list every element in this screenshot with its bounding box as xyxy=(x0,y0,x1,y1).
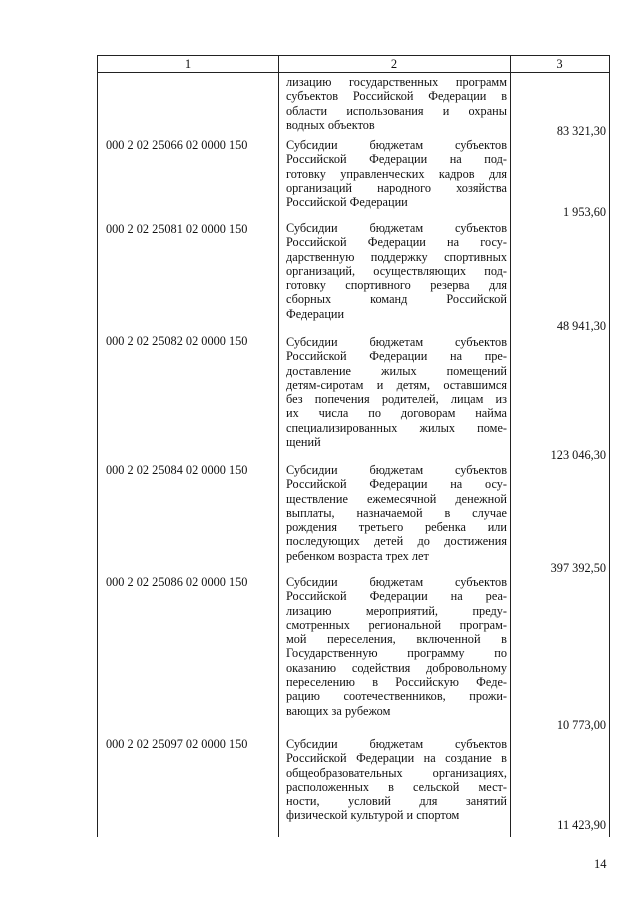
description-line: организаций, осуществляющих под- xyxy=(286,263,507,278)
description-line: переселению в Российскую Феде- xyxy=(286,675,507,690)
row-description xyxy=(286,138,507,209)
description-line: доставление жилых помещений xyxy=(286,363,507,378)
description-line: Российской Федерации на создание в xyxy=(286,751,507,766)
description-line: мой переселения, включенной в xyxy=(286,632,507,647)
description-line: последующих детей до достижения xyxy=(286,534,507,549)
description-line: сборных команд Российской xyxy=(286,292,507,307)
header-col-1: 1 xyxy=(184,57,192,71)
row-description xyxy=(286,463,507,563)
description-line: выплаты, назначаемой в случае xyxy=(286,505,507,520)
description-line: их числа по договорам найма xyxy=(286,406,507,421)
page-number: 14 xyxy=(594,857,607,871)
description-line: лизацию государственных программ xyxy=(286,75,507,89)
row-code: 000 2 02 25081 02 0000 150 xyxy=(106,222,248,236)
row-description xyxy=(286,737,507,823)
description-line: Субсидии бюджетам субъектов xyxy=(286,138,507,152)
description-line: без попечения родителей, лицам из xyxy=(286,392,507,407)
row-description xyxy=(286,575,507,718)
description-line: Российской Федерации на госу- xyxy=(286,235,507,250)
row-description xyxy=(286,221,507,321)
continued-description xyxy=(286,75,507,132)
description-line: области использования и охраны xyxy=(286,103,507,118)
description-line: оказанию содействия добровольному xyxy=(286,660,507,675)
row-code: 000 2 02 25082 02 0000 150 xyxy=(106,334,248,348)
column-divider xyxy=(278,55,279,837)
description-line: водных объектов xyxy=(286,117,375,132)
header-col-3: 3 xyxy=(556,57,563,71)
description-line: ребенком возраста трех лет xyxy=(286,548,429,563)
description-line: ществление ежемесячной денежной xyxy=(286,491,507,506)
row-amount: 10 773,00 xyxy=(556,718,606,732)
description-line: щений xyxy=(286,435,321,450)
description-line: специализированных жилых поме- xyxy=(286,420,507,435)
row-amount: 123 046,30 xyxy=(550,448,606,462)
description-line: Государственную программу по xyxy=(286,646,507,661)
description-line: организаций народного хозяйства xyxy=(286,180,507,195)
description-line: Субсидии бюджетам субъектов xyxy=(286,737,507,751)
row-amount: 397 392,50 xyxy=(550,561,606,575)
description-line: дарственную поддержку спортивных xyxy=(286,249,507,264)
description-line: Федерации xyxy=(286,306,345,321)
table-header xyxy=(98,55,609,73)
row-description xyxy=(286,335,507,449)
description-line: общеобразовательных организациях, xyxy=(286,765,507,780)
row-code: 000 2 02 25097 02 0000 150 xyxy=(106,737,248,751)
description-line: Субсидии бюджетам субъектов xyxy=(286,335,507,349)
description-line: готовку спортивного резерва для xyxy=(286,278,507,293)
description-line: Российской Федерации на пре- xyxy=(286,349,507,364)
description-line: рождения третьего ребенка или xyxy=(286,520,507,535)
row-code: 000 2 02 25066 02 0000 150 xyxy=(106,138,248,152)
description-line: физической культурой и спортом xyxy=(286,808,460,823)
budget-table xyxy=(97,55,610,837)
description-line: Субсидии бюджетам субъектов xyxy=(286,463,507,477)
row-amount: 48 941,30 xyxy=(556,319,606,333)
description-line: рацию соотечественников, прожи- xyxy=(286,689,507,704)
description-line: Субсидии бюджетам субъектов xyxy=(286,575,507,589)
description-line: Российской Федерации на реа- xyxy=(286,589,507,604)
description-line: готовку управленческих кадров для xyxy=(286,166,507,181)
description-line: детям-сиротам и детям, оставшимся xyxy=(286,377,507,392)
description-line: расположенных в сельской мест- xyxy=(286,779,507,794)
description-line: смотренных региональной програм- xyxy=(286,617,507,632)
row-code: 000 2 02 25084 02 0000 150 xyxy=(106,463,248,477)
description-line: Российской Федерации на осу- xyxy=(286,477,507,492)
row-amount: 11 423,90 xyxy=(557,818,606,832)
header-col-2: 2 xyxy=(390,57,398,71)
description-line: Российской Федерации на под- xyxy=(286,152,507,167)
description-line: Российской Федерации xyxy=(286,195,408,210)
continued-amount: 83 321,30 xyxy=(556,124,606,138)
description-line: лизацию мероприятий, преду- xyxy=(286,603,507,618)
description-line: ности, условий для занятий xyxy=(286,794,507,809)
description-line: Субсидии бюджетам субъектов xyxy=(286,221,507,235)
description-line: вающих за рубежом xyxy=(286,703,391,718)
row-amount: 1 953,60 xyxy=(562,205,606,219)
description-line: субъектов Российской Федерации в xyxy=(286,89,507,104)
row-code: 000 2 02 25086 02 0000 150 xyxy=(106,575,248,589)
